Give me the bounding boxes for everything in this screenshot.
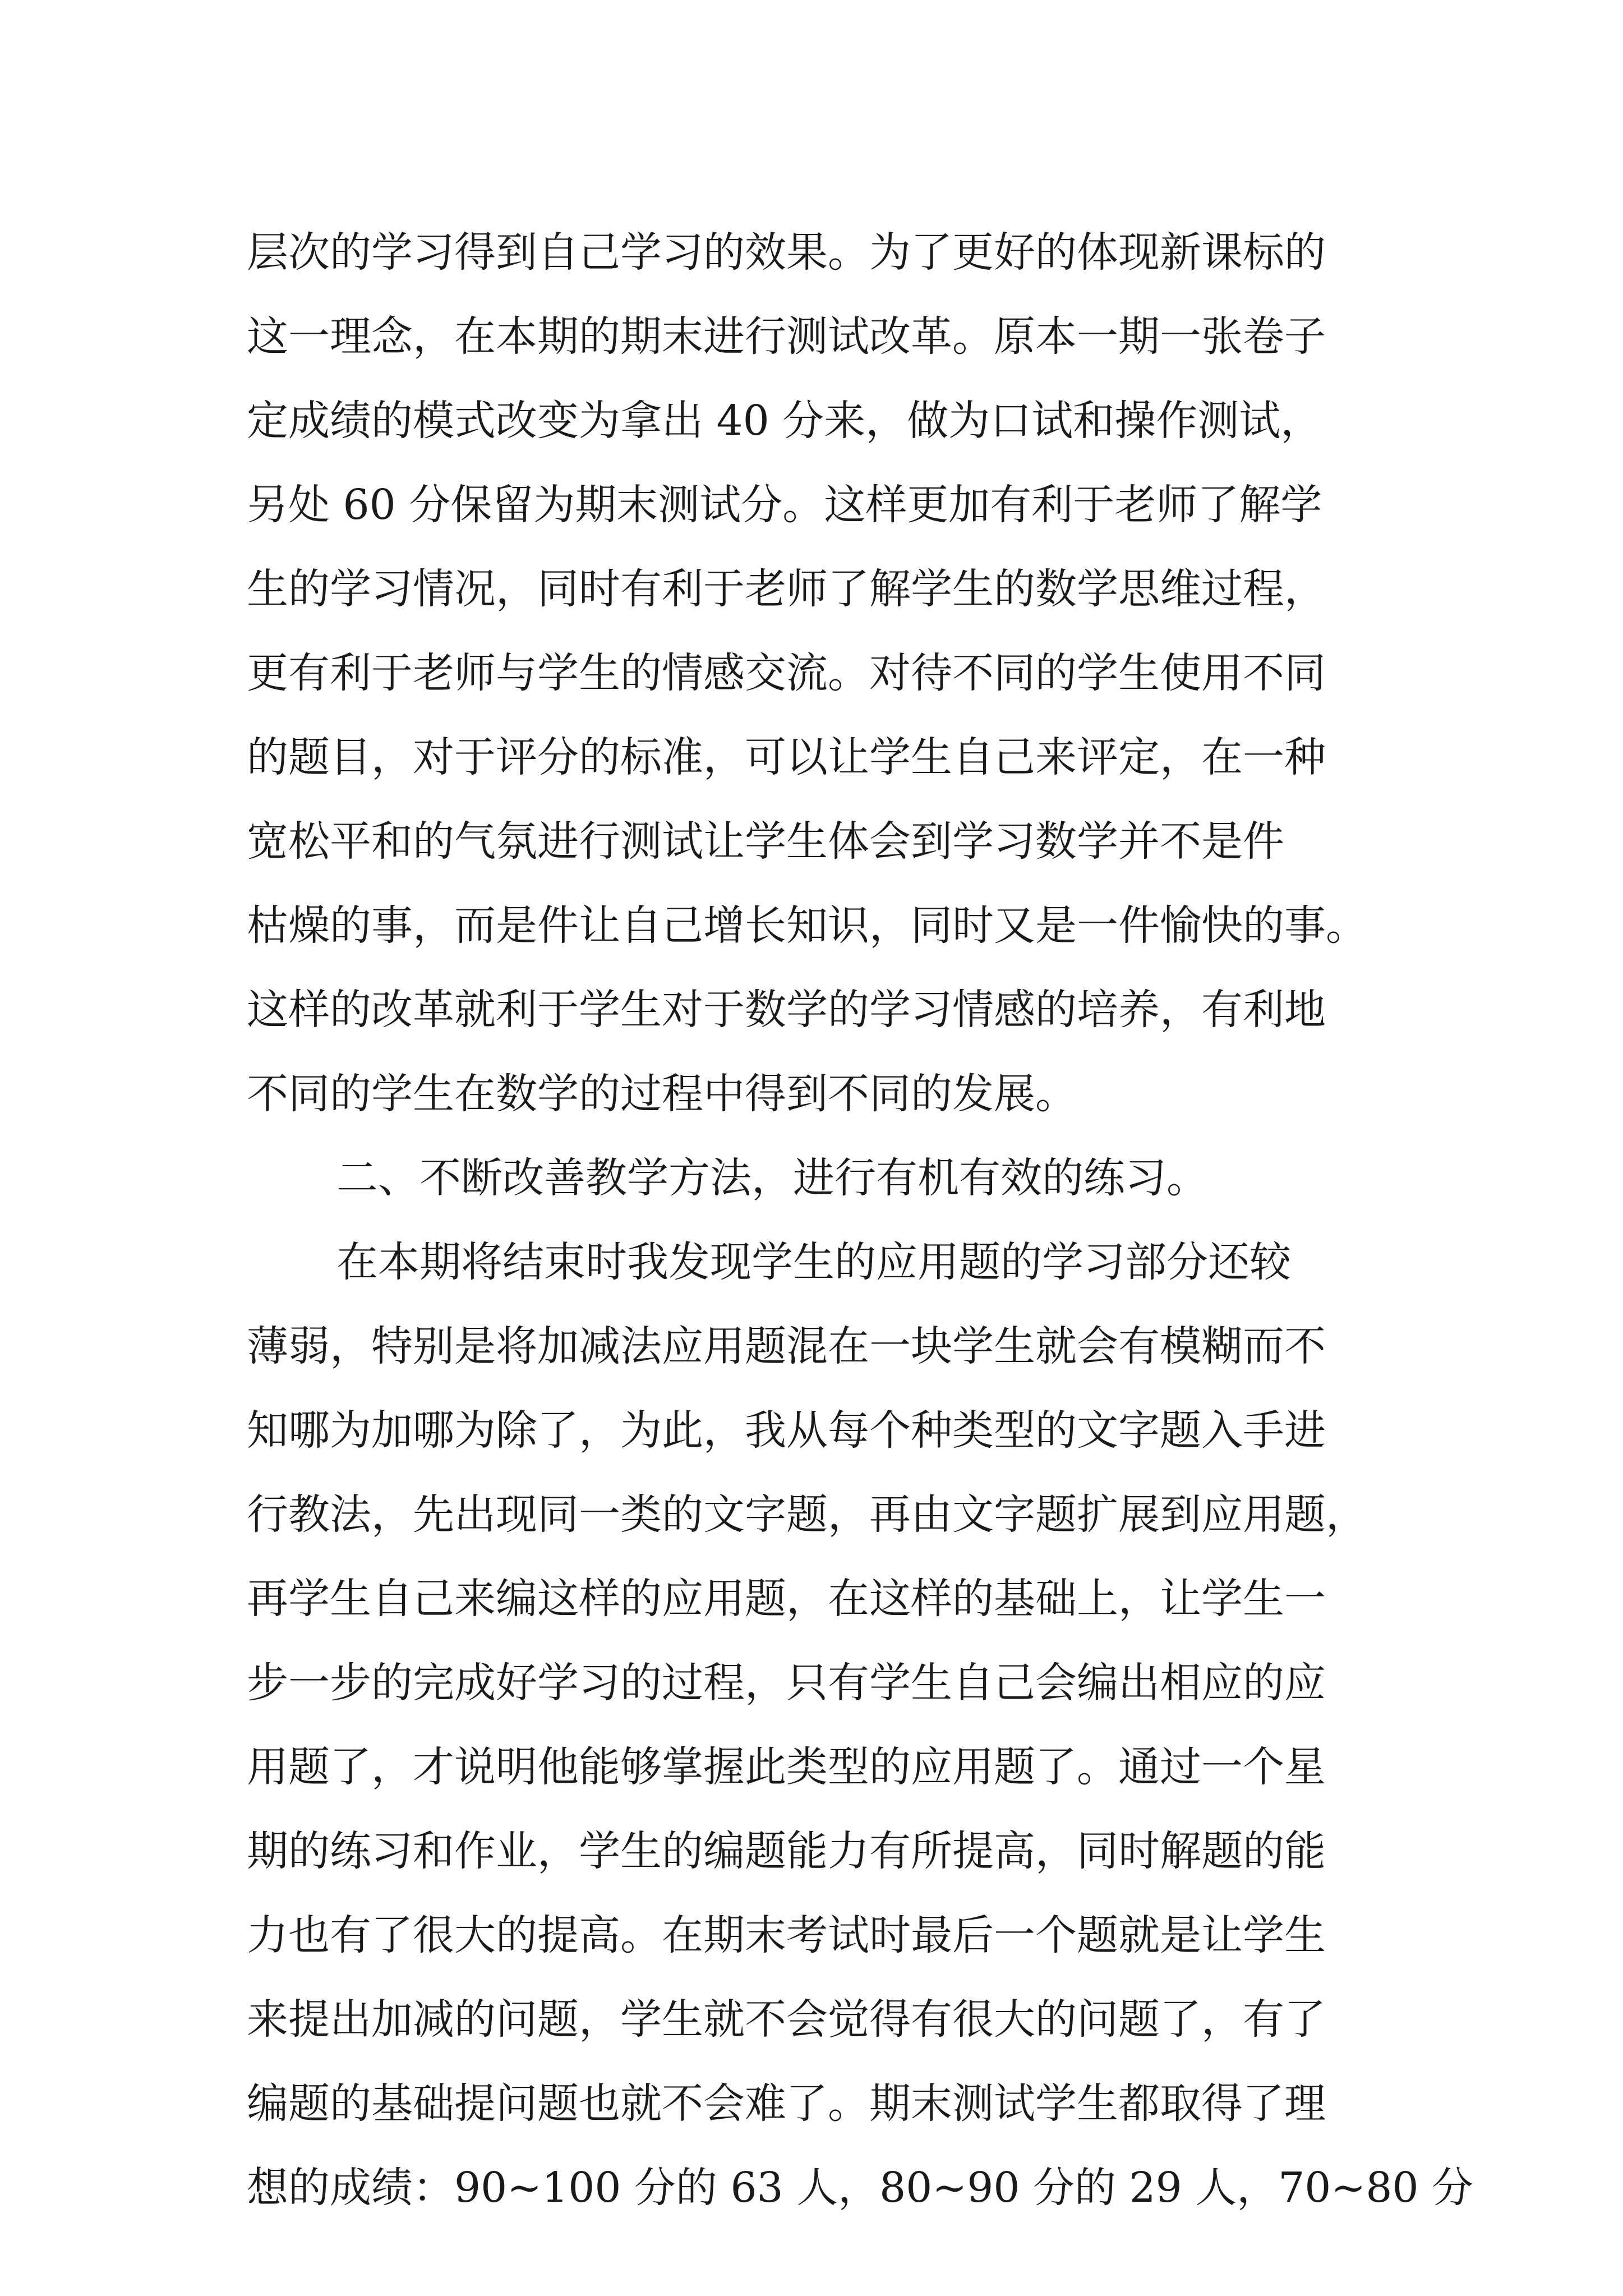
text-line: 想的成绩：90~100 分的 63 人，80~90 分的 29 人，70~80 分 [247,2164,1474,2212]
document-body [247,210,1474,2230]
text-line: 不同的学生在数学的过程中得到不同的发展。 [247,1070,1077,1118]
text-line: 这一理念，在本期的期末进行测试改革。原本一期一张卷子 [247,312,1326,361]
text-line: 编题的基础提问题也就不会难了。期末测试学生都取得了理 [247,2079,1326,2128]
text-line: 再学生自己来编这样的应用题，在这样的基础上，让学生一 [247,1575,1326,1623]
text-line: 步一步的完成好学习的过程，只有学生自己会编出相应的应 [247,1659,1326,1707]
text-line: 定成绩的模式改变为拿出 40 分来，做为口试和操作测试， [247,397,1322,445]
section-heading: 二、不断改善教学方法，进行有机有效的练习。 [336,1154,1208,1202]
paragraph-first-line: 在本期将结束时我发现学生的应用题的学习部分还较 [336,1238,1291,1286]
text-line: 更有利于老师与学生的情感交流。对待不同的学生使用不同 [247,649,1326,697]
text-line: 来提出加减的问题，学生就不会觉得有很大的问题了，有了 [247,1995,1326,2044]
text-line: 行教法，先出现同一类的文字题，再由文字题扩展到应用题， [247,1490,1367,1539]
text-line: 用题了，才说明他能够掌握此类型的应用题了。通过一个星 [247,1743,1326,1791]
text-line: 层次的学习得到自己学习的效果。为了更好的体现新课标的 [247,228,1326,277]
text-line: 薄弱，特别是将加减法应用题混在一块学生就会有模糊而不 [247,1322,1326,1370]
text-line: 知哪为加哪为除了，为此，我从每个种类型的文字题入手进 [247,1406,1326,1455]
text-line: 力也有了很大的提高。在期末考试时最后一个题就是让学生 [247,1911,1326,1959]
text-line: 另处 60 分保留为期末测试分。这样更加有利于老师了解学 [247,481,1322,529]
text-line: 枯燥的事，而是件让自己增长知识，同时又是一件愉快的事。 [247,901,1367,950]
text-line: 的题目，对于评分的标准，可以让学生自己来评定，在一种 [247,733,1326,781]
text-line: 期的练习和作业，学生的编题能力有所提高，同时解题的能 [247,1827,1326,1875]
text-line: 这样的改革就利于学生对于数学的学习情感的培养，有利地 [247,986,1326,1034]
text-line: 宽松平和的气氛进行测试让学生体会到学习数学并不是件 [247,817,1284,866]
text-line: 生的学习情况，同时有利于老师了解学生的数学思维过程， [247,565,1326,613]
